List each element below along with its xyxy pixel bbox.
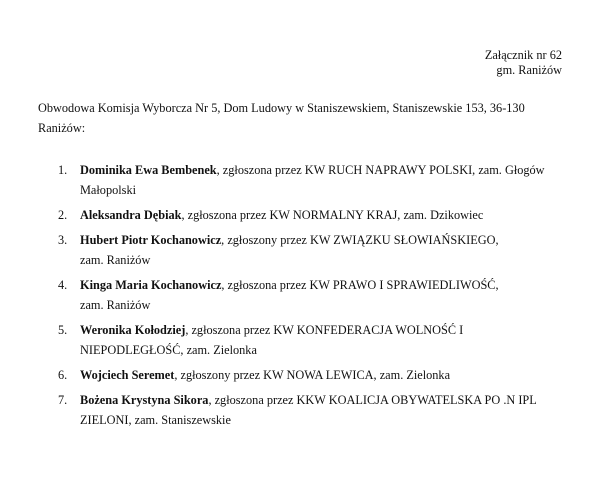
member-details: , zgłoszona przez KW NORMALNY KRAJ, zam. Dzikowiec bbox=[181, 208, 484, 222]
member-line-2: zam. Raniżów bbox=[80, 298, 151, 312]
member-number: 5. bbox=[58, 323, 68, 337]
member-item-4 bbox=[38, 275, 578, 315]
member-name: Wojciech Seremet bbox=[80, 368, 175, 382]
member-line-2: zam. Raniżów bbox=[80, 253, 151, 267]
member-line-1 bbox=[80, 275, 578, 295]
member-item-2 bbox=[38, 205, 578, 225]
member-details: , zgłoszona przez KKW KOALICJA OBYWATELSKA PO .N IPL bbox=[208, 393, 537, 407]
attachment-header bbox=[485, 48, 562, 78]
member-line-2: Małopolski bbox=[80, 183, 137, 197]
members-list bbox=[38, 160, 578, 435]
member-line-1 bbox=[80, 160, 578, 180]
member-name: Dominika Ewa Bembenek bbox=[80, 163, 217, 177]
member-number: 6. bbox=[58, 368, 68, 382]
member-details: , zgłoszona przez KW PRAWO I SPRAWIEDLIWOŚĆ, bbox=[221, 278, 499, 292]
member-details: , zgłoszona przez KW KONFEDERACJA WOLNOŚĆ I bbox=[185, 323, 464, 337]
member-item-7 bbox=[38, 390, 578, 430]
member-item-3 bbox=[38, 230, 578, 270]
member-details: , zgłoszony przez KW ZWIĄZKU SŁOWIAŃSKIEGO, bbox=[221, 233, 499, 247]
member-number: 2. bbox=[58, 208, 68, 222]
member-item-1 bbox=[38, 160, 578, 200]
member-name: Aleksandra Dębiak bbox=[80, 208, 182, 222]
member-line-2: ZIELONI, zam. Staniszewskie bbox=[80, 413, 231, 427]
member-name: Kinga Maria Kochanowicz bbox=[80, 278, 222, 292]
member-number: 7. bbox=[58, 393, 68, 407]
member-name: Bożena Krystyna Sikora bbox=[80, 393, 209, 407]
member-item-6 bbox=[38, 365, 578, 385]
member-name: Hubert Piotr Kochanowicz bbox=[80, 233, 222, 247]
member-line-1 bbox=[80, 205, 578, 225]
member-number: 4. bbox=[58, 278, 68, 292]
attachment-municipality: gm. Raniżów bbox=[496, 63, 562, 77]
commission-title: Obwodowa Komisja Wyborcza Nr 5, Dom Ludowy w Staniszewskiem, Staniszewskie 153, 36-130 Raniżów: bbox=[38, 101, 525, 135]
member-line-1 bbox=[80, 230, 578, 250]
member-number: 3. bbox=[58, 233, 68, 247]
member-name: Weronika Kołodziej bbox=[80, 323, 186, 337]
attachment-number: Załącznik nr 62 bbox=[484, 48, 562, 62]
member-line-2: NIEPODLEGŁOŚĆ, zam. Zielonka bbox=[80, 343, 257, 357]
member-details: , zgłoszona przez KW RUCH NAPRAWY POLSKI, zam. Głogów bbox=[216, 163, 545, 177]
member-details: , zgłoszony przez KW NOWA LEWICA, zam. Zielonka bbox=[174, 368, 451, 382]
member-line-1 bbox=[80, 320, 578, 340]
member-item-5 bbox=[38, 320, 578, 360]
member-number: 1. bbox=[58, 163, 68, 177]
member-line-1 bbox=[80, 365, 578, 385]
member-line-1 bbox=[80, 390, 578, 410]
